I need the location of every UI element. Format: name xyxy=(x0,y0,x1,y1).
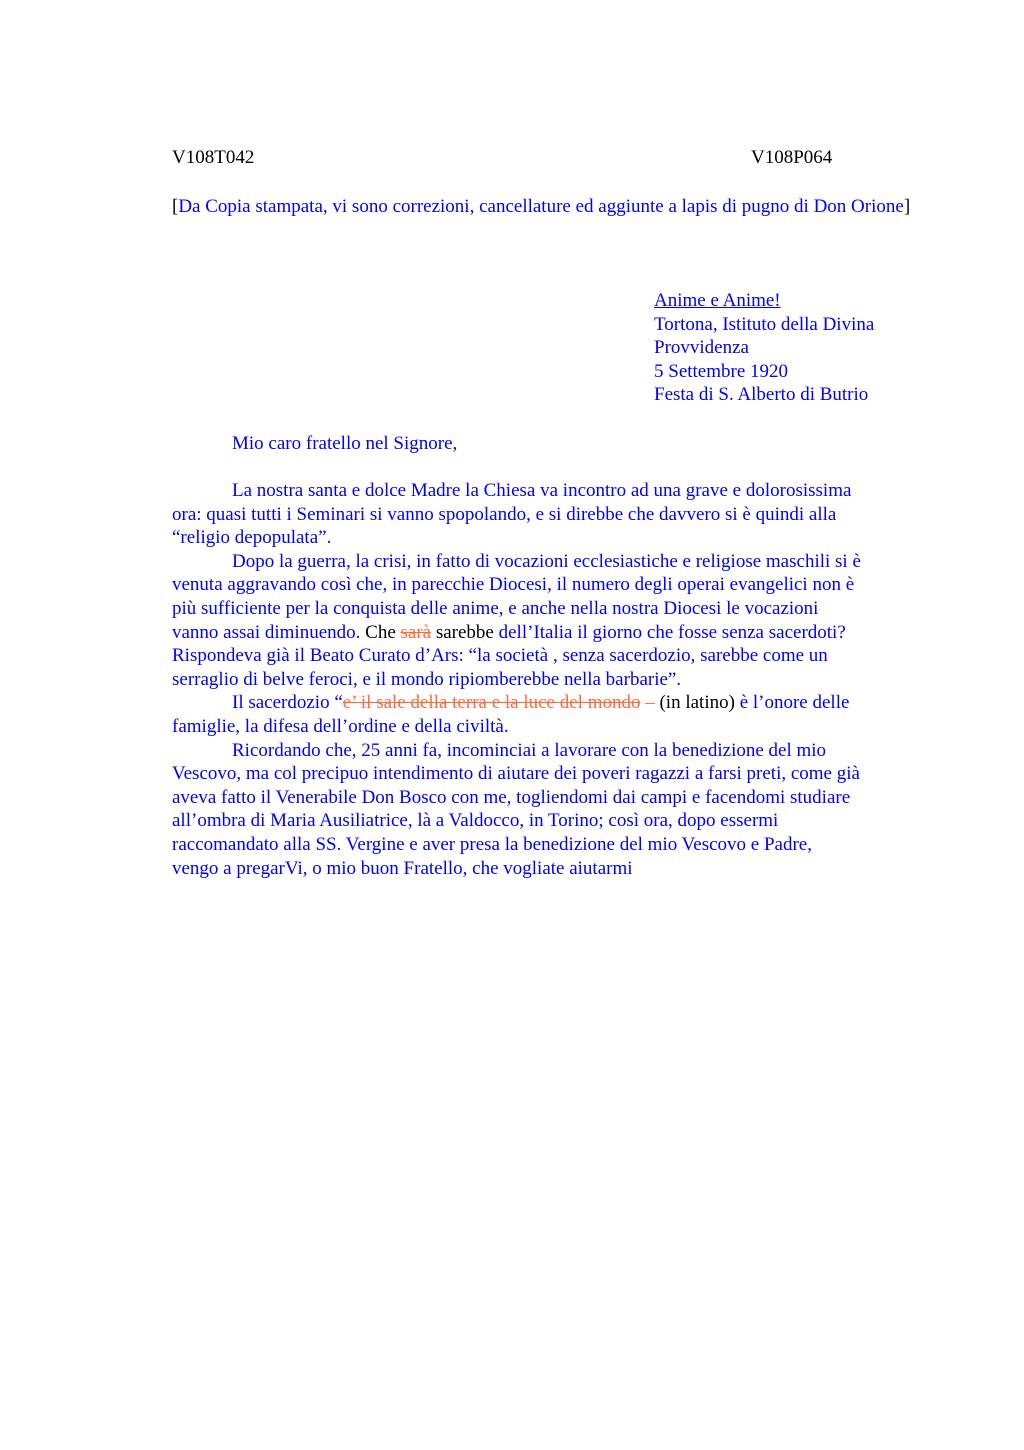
heading-place-line-2: Provvidenza xyxy=(654,337,749,359)
paragraph-4-line: raccomandato alla SS. Vergine e aver presa la benedizione del mio Vescovo e Padre, xyxy=(172,833,812,855)
letter-title: Anime e Anime! xyxy=(654,290,781,311)
paragraph-4-line: Vescovo, ma col precipuo intendimento di aiutare dei poveri ragazzi a farsi preti, come già xyxy=(172,763,860,785)
paragraph-4-line: all’ombra di Maria Ausiliatrice, là a Valdocco, in Torino; così ora, dopo essermi xyxy=(172,810,779,832)
paragraph-4-line: aveva fatto il Venerabile Don Bosco con me, togliendomi dai campi e facendomi studiare xyxy=(172,786,851,808)
paragraph-2-line: Rispondeva già il Beato Curato d’Ars: “la società , senza sacerdozio, sarebbe come un xyxy=(172,645,828,667)
text-fragment: dell’Italia il giorno che fosse senza sacerdoti? xyxy=(498,621,846,643)
paragraph-1-line: ora: quasi tutti i Seminari si vanno spopolando, e si direbbe che davvero si è quindi alla xyxy=(172,503,837,525)
note-bracket-close: ] xyxy=(903,196,911,217)
paragraph-3-line: famiglie, la difesa dell’ordine e della civiltà. xyxy=(172,715,509,737)
salutation: Mio caro fratello nel Signore, xyxy=(232,433,458,454)
paragraph-3-line-with-correction xyxy=(172,691,932,715)
paragraph-4-line: vengo a pregarVi, o mio buon Fratello, che vogliate aiutarmi xyxy=(172,857,633,879)
paragraph-2-line: più sufficiente per la conquista delle anime, e anche nella nostra Diocesi le vocazioni xyxy=(172,597,819,619)
note-bracket-open: [ xyxy=(172,196,179,217)
paragraph-1-line: “religio depopulata”. xyxy=(172,527,332,549)
deleted-word: sarà xyxy=(400,621,432,643)
text-fragment: è l’onore delle xyxy=(734,692,850,714)
paragraph-2-line-with-correction xyxy=(172,621,932,645)
heading-place-line-1: Tortona, Istituto della Divina xyxy=(654,313,875,335)
paragraph-2-line: Dopo la guerra, la crisi, in fatto di vocazioni ecclesiastiche e religiose maschili si è xyxy=(232,550,861,572)
letter-heading xyxy=(654,289,954,407)
source-note xyxy=(172,195,932,219)
paragraph-4-line: Ricordando che, 25 anni fa, incominciai a lavorare con la benedizione del mio xyxy=(232,739,827,761)
heading-date: 5 Settembre 1920 xyxy=(654,360,789,382)
paragraph-4 xyxy=(172,739,932,881)
deleted-phrase: e’ il sale della terra e la luce del mondo xyxy=(342,692,641,714)
document-code-left: V108T042 xyxy=(172,147,255,168)
added-word: Che xyxy=(365,621,396,643)
note-text: Da Copia stampata, vi sono correzioni, cancellature ed aggiunte a lapis di pugno di Don Orione xyxy=(178,196,904,217)
text-fragment: vanno assai diminuendo. xyxy=(172,621,366,643)
added-note: (in latino) xyxy=(659,692,735,714)
added-word: sarebbe xyxy=(435,621,494,643)
text-fragment: Il sacerdozio “ xyxy=(232,692,343,714)
document-code-right: V108P064 xyxy=(751,147,833,168)
deleted-dash: – xyxy=(640,692,660,714)
paragraph-2-line: venuta aggravando così che, in parecchie Diocesi, il numero degli operai evangelici non è xyxy=(172,574,855,596)
heading-feast: Festa di S. Alberto di Butrio xyxy=(654,384,869,406)
paragraph-1-line: La nostra santa e dolce Madre la Chiesa va incontro ad una grave e dolorosissima xyxy=(232,480,852,501)
paragraph-2 xyxy=(172,550,932,692)
paragraph-1 xyxy=(172,479,932,550)
paragraph-3 xyxy=(172,691,932,738)
letter-body xyxy=(172,479,932,880)
paragraph-2-line: serraglio di belve feroci, e il mondo ripiomberebbe nella barbarie”. xyxy=(172,668,682,690)
